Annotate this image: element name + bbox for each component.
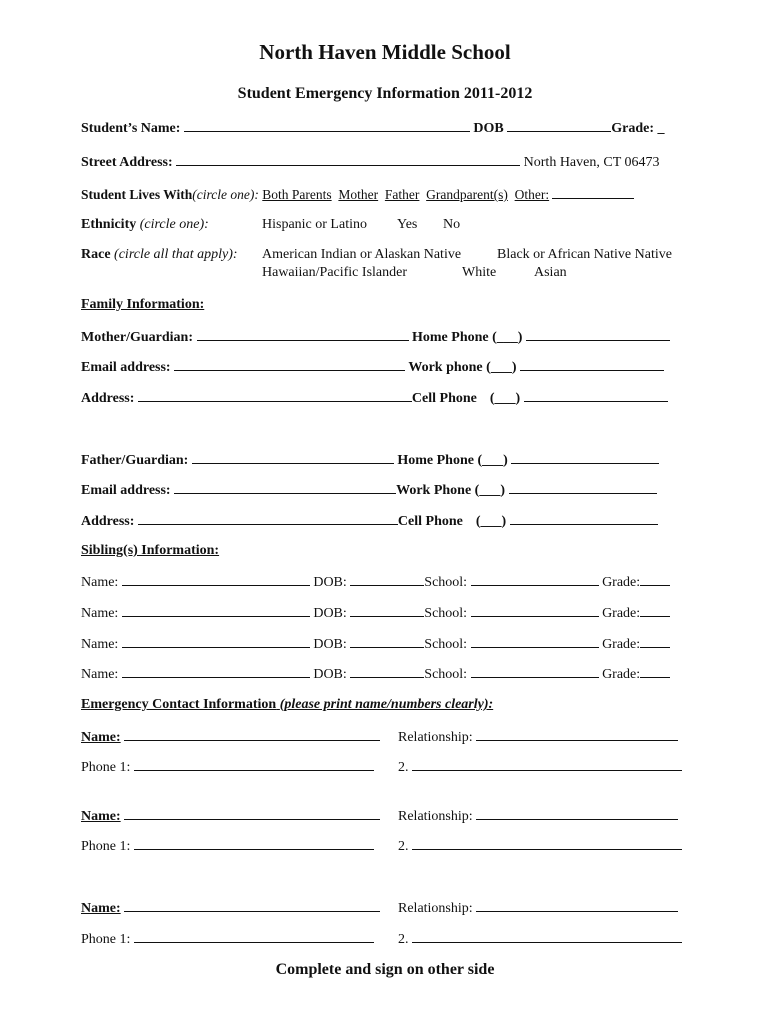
father-home-phone-label: Home Phone	[397, 453, 474, 468]
father-address-label: Address:	[81, 514, 135, 529]
student-grade-label: Grade: _	[611, 121, 665, 136]
father-email-label: Email address:	[81, 483, 171, 498]
contact-relationship-row	[398, 728, 678, 746]
contact-phone1-row	[81, 758, 374, 776]
father-email-row	[81, 481, 657, 499]
sibling-name-field[interactable]	[122, 665, 310, 678]
father-cell-phone-label: Cell Phone	[397, 514, 463, 529]
father-work-phone-paren: (___)	[474, 483, 505, 498]
mother-address-row	[81, 389, 668, 407]
mother-home-phone-paren: (___)	[492, 330, 523, 345]
sibling-grade-field[interactable]	[640, 573, 670, 586]
contact-phone1-label: Phone 1:	[81, 760, 131, 775]
contact-name-label: Name:	[81, 901, 121, 916]
sibling-dob-field[interactable]	[350, 573, 424, 586]
siblings-heading: Sibling(s) Information:	[81, 543, 220, 558]
race-hint: (circle all that apply):	[114, 247, 238, 262]
ethnicity-label: Ethnicity	[81, 217, 137, 232]
sibling-dob-field[interactable]	[350, 635, 424, 648]
sibling-name-field[interactable]	[122, 604, 310, 617]
mother-cell-phone-paren: (___)	[489, 391, 521, 406]
mother-email-label: Email address:	[81, 360, 171, 375]
sibling-name-label: Name:	[81, 667, 119, 682]
option-both-parents[interactable]: Both Parents	[262, 187, 332, 202]
contact-name-label: Name:	[81, 730, 121, 745]
student-name-label: Student’s Name:	[81, 121, 181, 136]
father-cell-phone-paren: (___)	[475, 514, 507, 529]
race-row	[81, 247, 238, 263]
sibling-dob-label: DOB:	[313, 667, 347, 682]
mother-row	[81, 328, 670, 346]
contact-relationship-field[interactable]	[476, 899, 678, 912]
street-address-label: Street Address:	[81, 155, 173, 170]
contact-phone2-label: 2.	[398, 932, 409, 947]
sibling-school-field[interactable]	[471, 604, 599, 617]
contact-relationship-row	[398, 807, 678, 825]
father-address-field[interactable]	[138, 512, 398, 525]
contact-name-field[interactable]	[124, 728, 380, 741]
sibling-name-label: Name:	[81, 637, 119, 652]
sibling-school-field[interactable]	[471, 665, 599, 678]
page-title: North Haven Middle School	[259, 40, 511, 64]
contact-name-row	[81, 899, 380, 917]
emergency-heading-text: Emergency Contact Information	[81, 697, 277, 712]
lives-with-label: Student Lives With	[81, 187, 193, 202]
sibling-school-label: School:	[424, 637, 468, 652]
sibling-row	[81, 573, 670, 591]
street-address-field[interactable]	[176, 153, 520, 166]
form-subtitle: Student Emergency Information 2011-2012	[237, 85, 533, 102]
option-father[interactable]: Father	[384, 187, 420, 202]
contact-phone2-row	[398, 930, 682, 948]
ethnicity-yes[interactable]: Yes	[397, 217, 418, 232]
student-name-field[interactable]	[184, 119, 470, 132]
contact-relationship-label: Relationship:	[398, 809, 473, 824]
mother-cell-phone-label: Cell Phone	[411, 391, 477, 406]
sibling-dob-field[interactable]	[350, 604, 424, 617]
contact-phone1-label: Phone 1:	[81, 839, 131, 854]
sibling-grade-label: Grade:	[602, 575, 641, 590]
race-label: Race	[81, 247, 111, 262]
sibling-dob-label: DOB:	[313, 606, 347, 621]
contact-phone1-label: Phone 1:	[81, 932, 131, 947]
mother-home-phone-field[interactable]	[526, 328, 670, 341]
sibling-grade-field[interactable]	[640, 604, 670, 617]
sibling-school-field[interactable]	[471, 635, 599, 648]
sibling-dob-field[interactable]	[350, 665, 424, 678]
contact-name-field[interactable]	[124, 807, 380, 820]
contact-phone2-field[interactable]	[412, 837, 682, 850]
sibling-grade-field[interactable]	[640, 665, 670, 678]
sibling-name-field[interactable]	[122, 573, 310, 586]
contact-phone2-field[interactable]	[412, 930, 682, 943]
father-cell-phone-field[interactable]	[510, 512, 658, 525]
mother-home-phone-label: Home Phone	[412, 330, 489, 345]
footer-note: Complete and sign on other side	[275, 961, 495, 978]
mother-email-field[interactable]	[174, 358, 405, 371]
sibling-name-label: Name:	[81, 575, 119, 590]
mother-work-phone-label: Work phone	[408, 360, 483, 375]
option-other[interactable]: Other:	[514, 187, 550, 202]
student-name-row	[81, 119, 665, 137]
sibling-dob-label: DOB:	[313, 575, 347, 590]
contact-relationship-field[interactable]	[476, 807, 678, 820]
contact-name-field[interactable]	[124, 899, 380, 912]
other-field[interactable]	[552, 186, 634, 199]
mother-work-phone-field[interactable]	[520, 358, 664, 371]
sibling-name-label: Name:	[81, 606, 119, 621]
mother-cell-phone-field[interactable]	[524, 389, 668, 402]
father-home-phone-paren: (___)	[477, 453, 508, 468]
sibling-name-field[interactable]	[122, 635, 310, 648]
contact-phone1-row	[81, 837, 374, 855]
race-american-indian[interactable]: American Indian or Alaskan Native	[262, 247, 462, 262]
contact-name-row	[81, 807, 380, 825]
father-row	[81, 451, 659, 469]
contact-phone2-row	[398, 758, 682, 776]
contact-phone2-label: 2.	[398, 760, 409, 775]
sibling-dob-label: DOB:	[313, 637, 347, 652]
contact-relationship-label: Relationship:	[398, 901, 473, 916]
option-grandparents[interactable]: Grandparent(s)	[426, 187, 508, 202]
sibling-grade-label: Grade:	[602, 637, 641, 652]
race-hawaiian[interactable]: Hawaiian/Pacific Islander	[262, 265, 407, 280]
street-address-row	[81, 153, 660, 171]
contact-phone2-field[interactable]	[412, 758, 682, 771]
sibling-row	[81, 665, 670, 683]
father-address-row	[81, 512, 658, 530]
emergency-heading	[81, 697, 493, 713]
race-white[interactable]: White	[462, 265, 497, 280]
father-label: Father/Guardian:	[81, 453, 189, 468]
contact-name-row	[81, 728, 380, 746]
contact-phone1-field[interactable]	[134, 758, 374, 771]
father-field[interactable]	[192, 451, 394, 464]
contact-phone1-field[interactable]	[134, 930, 374, 943]
mother-label: Mother/Guardian:	[81, 330, 193, 345]
ethnicity-question: Hispanic or Latino	[262, 217, 367, 232]
contact-phone1-row	[81, 930, 374, 948]
father-work-phone-field[interactable]	[509, 481, 657, 494]
mother-email-row	[81, 358, 664, 376]
race-asian[interactable]: Asian	[534, 265, 567, 280]
lives-with-row	[81, 186, 634, 203]
sibling-row	[81, 635, 670, 653]
contact-relationship-field[interactable]	[476, 728, 678, 741]
ethnicity-no[interactable]: No	[443, 217, 461, 232]
student-dob-label: DOB	[473, 121, 504, 136]
contact-phone2-label: 2.	[398, 839, 409, 854]
family-heading: Family Information:	[81, 297, 205, 312]
father-email-field[interactable]	[174, 481, 396, 494]
sibling-school-field[interactable]	[471, 573, 599, 586]
sibling-school-label: School:	[424, 606, 468, 621]
contact-phone2-row	[398, 837, 682, 855]
mother-address-field[interactable]	[138, 389, 412, 402]
sibling-school-label: School:	[424, 575, 468, 590]
mother-work-phone-paren: (___)	[486, 360, 517, 375]
contact-name-label: Name:	[81, 809, 121, 824]
contact-phone1-field[interactable]	[134, 837, 374, 850]
sibling-school-label: School:	[424, 667, 468, 682]
mother-field[interactable]	[197, 328, 409, 341]
contact-relationship-row	[398, 899, 678, 917]
sibling-grade-label: Grade:	[602, 606, 641, 621]
father-work-phone-label: Work Phone	[396, 483, 472, 498]
emergency-heading-note: (please print name/numbers clearly):	[279, 697, 494, 712]
ethnicity-row	[81, 217, 209, 233]
town-text: North Haven, CT 06473	[523, 155, 660, 170]
ethnicity-hint: (circle one):	[139, 217, 209, 232]
mother-address-label: Address:	[81, 391, 135, 406]
student-dob-field[interactable]	[507, 119, 611, 132]
option-mother[interactable]: Mother	[338, 187, 379, 202]
sibling-grade-label: Grade:	[602, 667, 641, 682]
race-black[interactable]: Black or African Native Native	[497, 247, 672, 262]
lives-with-hint: (circle one):	[192, 187, 259, 202]
father-home-phone-field[interactable]	[511, 451, 659, 464]
sibling-row	[81, 604, 670, 622]
contact-relationship-label: Relationship:	[398, 730, 473, 745]
sibling-grade-field[interactable]	[640, 635, 670, 648]
